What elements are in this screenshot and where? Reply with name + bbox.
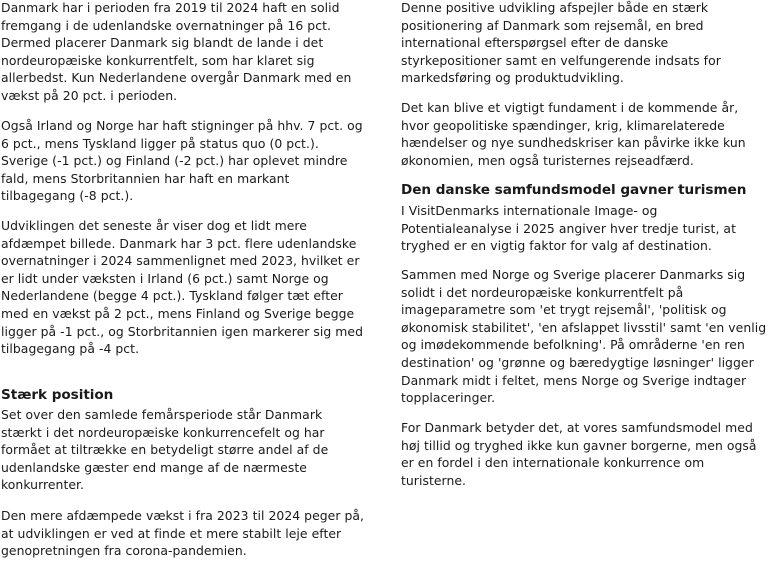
left-paragraph-4: Set over den samlede femårsperiode står Danmark stærkt i det nordeuropæiske konkurrencefelt og har formået at tiltrække en betydeligt større andel af de udenlandske gæster end mange af de nærmeste konkurrenter. bbox=[1, 407, 329, 493]
right-paragraph-3: I VisitDenmarks internationale Image- og Potentialeanalyse i 2025 angiver hver tredje turist, at tryghed er en vigtig faktor for valg af destination. bbox=[401, 203, 736, 254]
left-paragraph-5: Den mere afdæmpede vækst i fra 2023 til 2024 peger på, at udviklingen er ved at finde et mere stabilt leje efter genopretningen fra corona-pandemien. bbox=[1, 508, 365, 559]
left-paragraph-3: Udviklingen det seneste år viser dog et lidt mere afdæmpet billede. Danmark har 3 pct. flere udenlandske overnatninger i 2024 sammenlignet med 2023, hvilket er er lidt under væksten i Irland (6 pct.) samt Norge og Nederlandene (begge 4 pct.). Tyskland følger tæt efter med en vækst på 2 pct., mens Finland og Sverige begge ligger på -1 pct., og Storbritannien igen markerer sig med tilbagegang på -4 pct. bbox=[1, 218, 363, 357]
section-heading-strong-position: Stærk position bbox=[1, 387, 114, 403]
right-paragraph-5: For Danmark betyder det, at vores samfundsmodel med høj tillid og tryghed ikke kun gavner borgerne, men også er en fordel i den internationale konkurrence om turisterne. bbox=[401, 420, 757, 488]
right-paragraph-4: Sammen med Norge og Sverige placerer Danmarks sig solidt i det nordeuropæiske konkurrentfelt på imageparametre som 'et trygt rejsemål', 'politisk og økonomisk stabilitet', 'en afslappet livsstil' samt 'en venlig og imødekommende befolkning'. På områderne 'en ren destination' og 'grønne og bæredygtige løsninger' ligger Danmark midt i feltet, mens Norge og Sverige indtager topplaceringer. bbox=[401, 267, 767, 406]
right-paragraph-2: Det kan blive et vigtigt fundament i de kommende år, hvor geopolitiske spændinger, krig, klimarelaterede hændelser og nye sundhedskriser kan påvirke ikke kun økonomien, men også turisternes rejseadfærd. bbox=[401, 100, 746, 168]
left-paragraph-1: Danmark har i perioden fra 2019 til 2024 haft en solid fremgang i de udenlandske overnatninger på 16 pct. Dermed placerer Danmark sig blandt de lande i det nordeuropæiske konkurrentfelt, som har klaret sig allerbedst. Kun Nederlandene overgår Danmark med en vækst på 20 pct. i perioden. bbox=[1, 0, 352, 103]
section-heading-social-model: Den danske samfundsmodel gavner turismen bbox=[401, 182, 747, 198]
right-paragraph-1: Denne positive udvikling afspejler både en stærk positionering af Danmark som rejsemål, en bred international efterspørgsel efter de danske styrkepositioner samt en velfungerende indsats for markedsføring og produktudvikling. bbox=[401, 0, 721, 86]
left-paragraph-2: Også Irland og Norge har haft stigninger på hhv. 7 pct. og 6 pct., mens Tyskland ligger på status quo (0 pct.). Sverige (-1 pct.) og Finland (-2 pct.) har oplevet mindre fald, mens Storbritannien har haft en markant tilbagegang (-8 pct.). bbox=[1, 118, 363, 204]
